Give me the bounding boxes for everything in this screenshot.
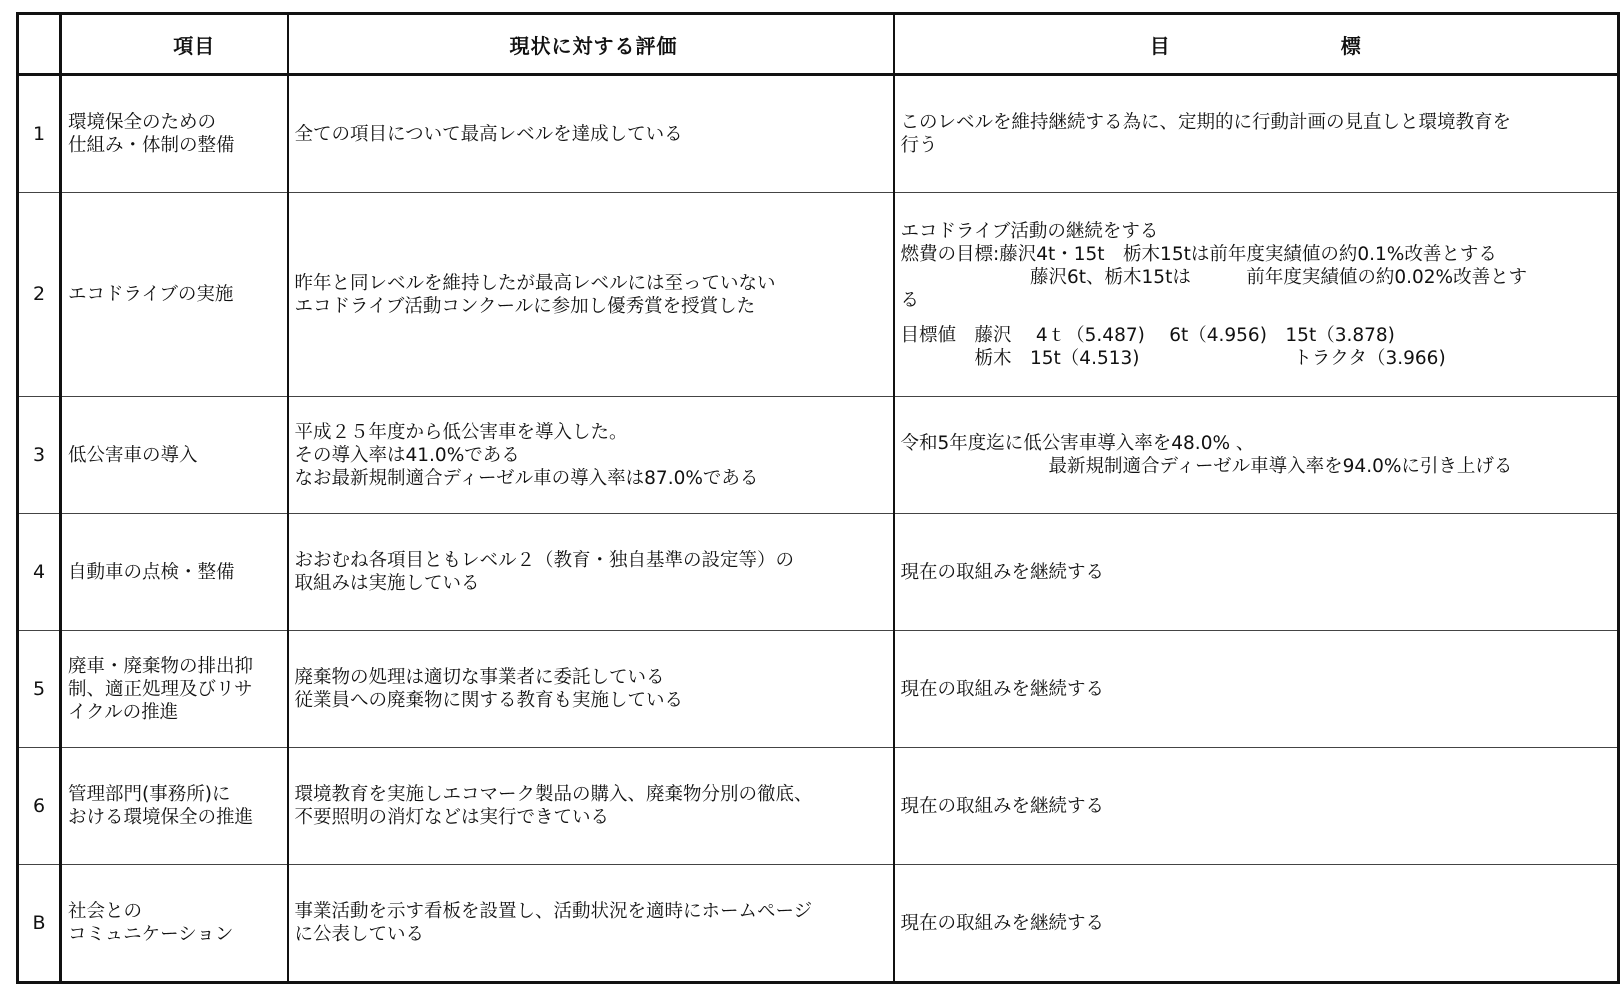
goal-target-line: 目標値 藤沢 4ｔ（5.487) 6t（4.956) 15t（3.878)	[900, 324, 1395, 346]
item-line: イクルの推進	[68, 701, 179, 723]
table-row	[18, 397, 1619, 514]
evaluation-line: 不要照明の消灯などは実行できている	[294, 807, 610, 828]
header-row	[18, 14, 1619, 75]
row-number: 4	[18, 514, 61, 631]
item-line: 自動車の点検・整備	[68, 561, 235, 583]
goal-line: このレベルを維持継続する為に、定期的に行動計画の見直しと環境教育を	[900, 112, 1512, 133]
item-line: 低公害車の導入	[68, 444, 198, 466]
item-line: 制、適正処理及びリサ	[68, 678, 253, 700]
header-no	[18, 14, 61, 75]
row-goal	[894, 865, 1619, 983]
evaluation-line: その導入率は41.0%である	[294, 444, 520, 466]
row-goal	[894, 748, 1619, 865]
row-number: 1	[18, 75, 61, 193]
goal-line: 現在の取組みを継続する	[900, 795, 1105, 817]
table-header	[18, 14, 1619, 75]
row-number: 2	[18, 193, 61, 397]
row-item	[61, 514, 288, 631]
row-number: B	[18, 865, 61, 983]
row-goal	[894, 75, 1619, 193]
row-item	[61, 748, 288, 865]
evaluation-line: に公表している	[294, 924, 425, 945]
evaluation-line: 廃棄物の処理は適切な事業者に委託している	[294, 667, 665, 688]
header-goal-left: 目	[1149, 33, 1171, 58]
item-line: エコドライブの実施	[68, 284, 234, 305]
item-line: 廃車・廃棄物の排出抑	[68, 655, 254, 677]
row-item	[61, 631, 288, 748]
item-line: おける環境保全の推進	[68, 807, 254, 828]
goal-line: 燃費の目標:藤沢4t・15t 栃木15tは前年度実績値の約0.1%改善とする	[900, 243, 1497, 265]
evaluation-line: 全ての項目について最高レベルを達成している	[294, 123, 683, 145]
header-item: 項目	[61, 14, 288, 75]
evaluation-line: 環境教育を実施しエコマーク製品の購入、廃棄物分別の徹底、	[294, 784, 813, 805]
evaluation-line: 取組みは実施している	[294, 573, 480, 594]
evaluation-line: エコドライブ活動コンクールに参加し優秀賞を授賞した	[294, 295, 756, 317]
table-row	[18, 514, 1619, 631]
goal-line: 令和5年度迄に低公害車導入率を48.0% 、	[900, 433, 1255, 454]
row-goal	[894, 397, 1619, 514]
goal-line: 最新規制適合ディーゼル車導入率を94.0%に引き上げる	[900, 456, 1513, 477]
goal-line: 現在の取組みを継続する	[900, 912, 1105, 934]
evaluation-line: 事業活動を示す看板を設置し、活動状況を適時にホームページ	[294, 901, 813, 922]
row-evaluation	[288, 193, 894, 397]
row-item	[61, 397, 288, 514]
table-row	[18, 865, 1619, 983]
row-evaluation	[288, 514, 894, 631]
table-row	[18, 748, 1619, 865]
item-line: 仕組み・体制の整備	[68, 135, 235, 156]
goal-line: 現在の取組みを継続する	[900, 561, 1105, 583]
goal-line: エコドライブ活動の継続をする	[900, 220, 1159, 242]
row-goal	[894, 193, 1619, 397]
table-body	[18, 75, 1619, 983]
row-evaluation	[288, 865, 894, 983]
row-item	[61, 193, 288, 397]
table-row	[18, 631, 1619, 748]
row-goal	[894, 514, 1619, 631]
header-goal-right: 標	[1340, 33, 1362, 58]
row-number: 5	[18, 631, 61, 748]
goal-line: 現在の取組みを継続する	[900, 678, 1105, 700]
environment-evaluation-table	[16, 12, 1620, 984]
goal-target-line: 栃木 15t（4.513) トラクタ（3.966)	[900, 347, 1446, 369]
item-line: 社会との	[68, 901, 143, 922]
row-evaluation	[288, 75, 894, 193]
evaluation-line: 従業員への廃棄物に関する教育も実施している	[294, 690, 684, 711]
row-evaluation	[288, 631, 894, 748]
goal-line: 行う	[900, 135, 938, 156]
row-goal	[894, 631, 1619, 748]
row-evaluation	[288, 397, 894, 514]
item-line: 環境保全のための	[68, 112, 217, 133]
goal-line: る	[900, 289, 920, 311]
header-evaluation: 現状に対する評価	[288, 14, 894, 75]
item-line: 管理部門(事務所)に	[68, 784, 231, 805]
row-evaluation	[288, 748, 894, 865]
item-line: コミュニケーション	[68, 924, 234, 945]
table-row	[18, 75, 1619, 193]
evaluation-line: なお最新規制適合ディーゼル車の導入率は87.0%である	[294, 467, 759, 489]
header-goal	[894, 14, 1619, 75]
evaluation-line: おおむね各項目ともレベル２（教育・独自基準の設定等）の	[294, 550, 795, 571]
goal-spacer	[901, 312, 1612, 324]
evaluation-line: 昨年と同レベルを維持したが最高レベルには至っていない	[294, 272, 776, 294]
row-item	[61, 75, 288, 193]
row-number: 3	[18, 397, 61, 514]
row-number: 6	[18, 748, 61, 865]
goal-line: 藤沢6t、栃木15tは 前年度実績値の約0.02%改善とす	[900, 266, 1528, 288]
row-item	[61, 865, 288, 983]
evaluation-line: 平成２５年度から低公害車を導入した。	[294, 421, 628, 443]
table-row	[18, 193, 1619, 397]
